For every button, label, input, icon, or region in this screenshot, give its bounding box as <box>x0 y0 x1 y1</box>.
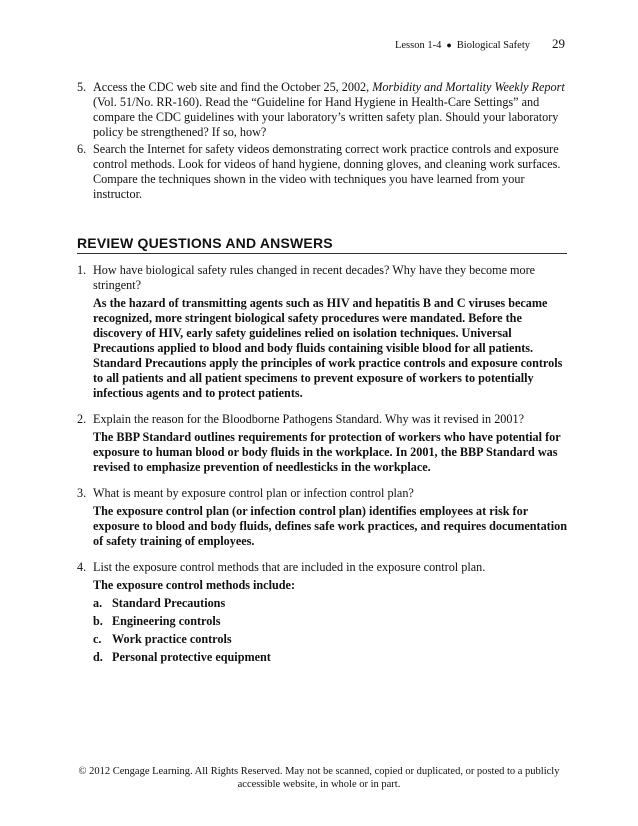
question-body: Explain the reason for the Bloodborne Pathogens Standard. Why was it revised in 2001? <box>93 412 524 426</box>
method-letter: a. <box>93 596 103 610</box>
review-questions <box>77 263 567 676</box>
question-body: List the exposure control methods that are included in the exposure control plan. <box>93 560 486 574</box>
question-number: 2. <box>77 412 87 426</box>
question-block <box>77 412 567 475</box>
running-header <box>395 36 565 52</box>
copyright-footer <box>60 765 578 791</box>
question-block <box>77 263 567 401</box>
question-body: What is meant by exposure control plan or infection control plan? <box>93 486 414 500</box>
activity-italic: Morbidity and Mortality Weekly Report <box>372 80 565 94</box>
question-text <box>77 263 567 293</box>
method-item <box>77 614 567 629</box>
question-body: How have biological safety rules changed in recent decades? Why have they become more stringent? <box>93 263 536 292</box>
question-text <box>77 486 567 501</box>
lesson-label: Lesson 1-4 <box>394 40 442 51</box>
item-number: 5. <box>77 80 87 94</box>
activity-text: Access the CDC web site and find the October 25, 2002, <box>93 80 373 94</box>
activity-text: Search the Internet for safety videos demonstrating correct work practice controls and exposure control methods. Look for videos of hand hygiene, donning gloves, and cleaning work surfaces. Compare the techniques shown in the video with techniques you have learned from your instructor. <box>93 142 561 201</box>
method-item <box>77 596 567 611</box>
section-heading: REVIEW QUESTIONS AND ANSWERS <box>77 235 567 254</box>
method-text: Personal protective equipment <box>112 650 271 664</box>
question-block <box>77 560 567 665</box>
method-letter: c. <box>93 632 102 646</box>
activity-item <box>77 80 567 140</box>
footer-line: © 2012 Cengage Learning. All Rights Reserved. May not be scanned, copied or duplicated, or posted to a publicly <box>78 766 560 777</box>
answer-text: The exposure control plan (or infection control plan) identifies employees at risk for exposure to blood and body fluids, defines safe work practices, and requires documentation of safety training of employees. <box>93 504 568 548</box>
page-number: 29 <box>552 36 565 51</box>
question-text <box>77 560 567 575</box>
bullet-separator: ● <box>446 40 452 50</box>
method-item <box>77 632 567 647</box>
method-text: Standard Precautions <box>112 596 226 610</box>
activity-text-end: (Vol. 51/No. RR-160). Read the “Guideline for Hand Hygiene in Health-Care Settings” and compare the CDC guidelines with your laboratory’s written safety plan. Should your laboratory policy be strengthened? If so, how? <box>93 95 559 139</box>
method-letter: d. <box>93 650 103 664</box>
method-text: Work practice controls <box>112 632 232 646</box>
answer-text: The exposure control methods include: <box>93 578 296 592</box>
activity-item <box>77 142 567 202</box>
question-text <box>77 412 567 427</box>
activities-list <box>77 80 567 204</box>
topic-label: Biological Safety <box>456 40 530 51</box>
footer-line: accessible website, in whole or in part. <box>237 779 401 790</box>
method-letter: b. <box>93 614 103 628</box>
answer-text: The BBP Standard outlines requirements for protection of workers who have potential for exposure to human blood or body fluids in the workplace. In 2001, the BBP Standard was revised to emphasize prevention of needlesticks in the workplace. <box>93 430 561 474</box>
question-number: 4. <box>77 560 87 574</box>
question-number: 3. <box>77 486 87 500</box>
answer-text: As the hazard of transmitting agents such as HIV and hepatitis B and C viruses became recognized, more stringent biological safety procedures were mandated. Before the discovery of HIV, early safety guidelines relied on isolation techniques. Universal Precautions applied to blood and body fluids containing visible blood for all patients. Standard Precautions apply the principles of work practice controls and exposure controls to all patients and all patient specimens to prevent exposure of workers to potentially infectious agents and to protect patients. <box>93 296 563 400</box>
question-block <box>77 486 567 549</box>
method-text: Engineering controls <box>112 614 221 628</box>
question-number: 1. <box>77 263 87 277</box>
method-item <box>77 650 567 665</box>
item-number: 6. <box>77 142 87 156</box>
